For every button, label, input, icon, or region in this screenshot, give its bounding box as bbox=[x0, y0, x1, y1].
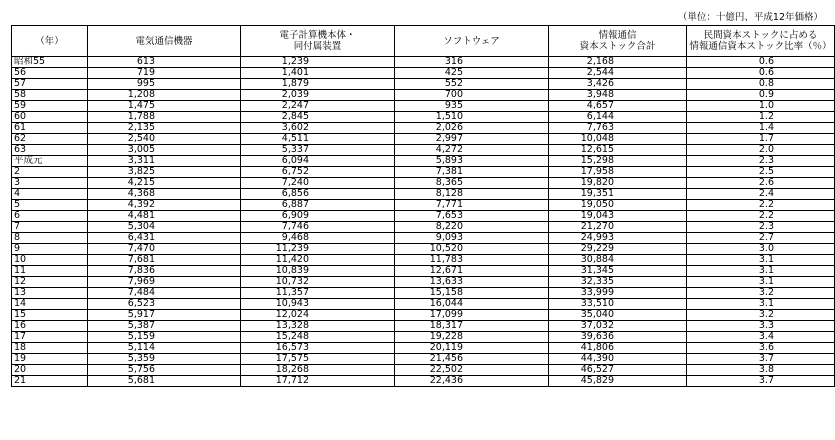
telecom-equipment-cell: 4,481 bbox=[88, 211, 241, 222]
year-cell: 58 bbox=[12, 90, 88, 101]
year-cell: 15 bbox=[12, 310, 88, 321]
ratio-cell: 3.2 bbox=[687, 288, 835, 299]
year-cell: 5 bbox=[12, 200, 88, 211]
computers-cell: 10,839 bbox=[241, 266, 395, 277]
header-total-stock: 情報通信 資本ストック合計 bbox=[549, 26, 687, 57]
telecom-equipment-cell: 5,359 bbox=[88, 354, 241, 365]
ratio-cell: 3.8 bbox=[687, 365, 835, 376]
ratio-cell: 3.4 bbox=[687, 332, 835, 343]
software-cell: 16,044 bbox=[395, 299, 549, 310]
total-stock-cell: 39,636 bbox=[549, 332, 687, 343]
ratio-cell: 0.8 bbox=[687, 79, 835, 90]
ratio-cell: 2.5 bbox=[687, 167, 835, 178]
computers-cell: 6,752 bbox=[241, 167, 395, 178]
table-row bbox=[12, 112, 835, 123]
ratio-cell: 2.3 bbox=[687, 156, 835, 167]
year-cell: 63 bbox=[12, 145, 88, 156]
telecom-equipment-cell: 1,788 bbox=[88, 112, 241, 123]
table-row bbox=[12, 288, 835, 299]
total-stock-cell: 19,820 bbox=[549, 178, 687, 189]
computers-cell: 6,094 bbox=[241, 156, 395, 167]
computers-cell: 3,602 bbox=[241, 123, 395, 134]
table-row bbox=[12, 233, 835, 244]
software-cell: 10,520 bbox=[395, 244, 549, 255]
computers-cell: 1,239 bbox=[241, 57, 395, 68]
total-stock-cell: 32,335 bbox=[549, 277, 687, 288]
telecom-equipment-cell: 6,431 bbox=[88, 233, 241, 244]
total-stock-cell: 29,229 bbox=[549, 244, 687, 255]
year-cell: 62 bbox=[12, 134, 88, 145]
telecom-equipment-cell: 7,836 bbox=[88, 266, 241, 277]
total-stock-cell: 30,884 bbox=[549, 255, 687, 266]
table-row bbox=[12, 299, 835, 310]
year-cell: 17 bbox=[12, 332, 88, 343]
header-ratio: 民間資本ストックに占める 情報通信資本ストック比率（％） bbox=[687, 26, 835, 57]
table-row bbox=[12, 57, 835, 68]
header-row bbox=[12, 26, 835, 57]
software-cell: 8,365 bbox=[395, 178, 549, 189]
ratio-cell: 0.9 bbox=[687, 90, 835, 101]
year-cell: 14 bbox=[12, 299, 88, 310]
header-software: ソフトウェア bbox=[395, 26, 549, 57]
computers-cell: 11,420 bbox=[241, 255, 395, 266]
ratio-cell: 3.1 bbox=[687, 277, 835, 288]
total-stock-cell: 15,298 bbox=[549, 156, 687, 167]
year-cell: 7 bbox=[12, 222, 88, 233]
software-cell: 7,653 bbox=[395, 211, 549, 222]
total-stock-cell: 33,999 bbox=[549, 288, 687, 299]
total-stock-cell: 24,993 bbox=[549, 233, 687, 244]
data-table bbox=[11, 25, 835, 387]
computers-cell: 1,879 bbox=[241, 79, 395, 90]
total-stock-cell: 37,032 bbox=[549, 321, 687, 332]
table-row bbox=[12, 376, 835, 387]
telecom-equipment-cell: 3,825 bbox=[88, 167, 241, 178]
telecom-equipment-cell: 3,005 bbox=[88, 145, 241, 156]
telecom-equipment-cell: 2,540 bbox=[88, 134, 241, 145]
total-stock-cell: 2,168 bbox=[549, 57, 687, 68]
year-cell: 12 bbox=[12, 277, 88, 288]
table-row bbox=[12, 255, 835, 266]
computers-cell: 13,328 bbox=[241, 321, 395, 332]
year-cell: 2 bbox=[12, 167, 88, 178]
year-cell: 10 bbox=[12, 255, 88, 266]
year-cell: 19 bbox=[12, 354, 88, 365]
total-stock-cell: 35,040 bbox=[549, 310, 687, 321]
table-row bbox=[12, 134, 835, 145]
total-stock-cell: 21,270 bbox=[549, 222, 687, 233]
ratio-cell: 3.3 bbox=[687, 321, 835, 332]
total-stock-cell: 12,615 bbox=[549, 145, 687, 156]
software-cell: 2,026 bbox=[395, 123, 549, 134]
software-cell: 1,510 bbox=[395, 112, 549, 123]
software-cell: 7,771 bbox=[395, 200, 549, 211]
table-row bbox=[12, 321, 835, 332]
software-cell: 9,093 bbox=[395, 233, 549, 244]
table-row bbox=[12, 332, 835, 343]
year-cell: 13 bbox=[12, 288, 88, 299]
year-cell: 57 bbox=[12, 79, 88, 90]
table-row bbox=[12, 123, 835, 134]
total-stock-cell: 7,763 bbox=[549, 123, 687, 134]
table-row bbox=[12, 211, 835, 222]
table-row bbox=[12, 101, 835, 112]
software-cell: 2,997 bbox=[395, 134, 549, 145]
telecom-equipment-cell: 7,681 bbox=[88, 255, 241, 266]
telecom-equipment-cell: 5,756 bbox=[88, 365, 241, 376]
software-cell: 18,317 bbox=[395, 321, 549, 332]
software-cell: 425 bbox=[395, 68, 549, 79]
ratio-cell: 3.7 bbox=[687, 376, 835, 387]
table-row bbox=[12, 244, 835, 255]
telecom-equipment-cell: 5,114 bbox=[88, 343, 241, 354]
software-cell: 8,220 bbox=[395, 222, 549, 233]
ratio-cell: 2.7 bbox=[687, 233, 835, 244]
telecom-equipment-cell: 5,917 bbox=[88, 310, 241, 321]
unit-note: （単位：十億円、平成12年価格） bbox=[677, 12, 823, 23]
computers-cell: 9,468 bbox=[241, 233, 395, 244]
software-cell: 12,671 bbox=[395, 266, 549, 277]
table-row bbox=[12, 343, 835, 354]
total-stock-cell: 44,390 bbox=[549, 354, 687, 365]
total-stock-cell: 3,948 bbox=[549, 90, 687, 101]
computers-cell: 4,511 bbox=[241, 134, 395, 145]
total-stock-cell: 17,958 bbox=[549, 167, 687, 178]
table-row bbox=[12, 222, 835, 233]
computers-cell: 18,268 bbox=[241, 365, 395, 376]
software-cell: 700 bbox=[395, 90, 549, 101]
telecom-equipment-cell: 7,484 bbox=[88, 288, 241, 299]
computers-cell: 5,337 bbox=[241, 145, 395, 156]
year-cell: 昭和55 bbox=[12, 57, 88, 68]
computers-cell: 10,943 bbox=[241, 299, 395, 310]
total-stock-cell: 4,657 bbox=[549, 101, 687, 112]
ratio-cell: 2.0 bbox=[687, 145, 835, 156]
table-row bbox=[12, 277, 835, 288]
computers-cell: 2,845 bbox=[241, 112, 395, 123]
software-cell: 22,436 bbox=[395, 376, 549, 387]
total-stock-cell: 19,043 bbox=[549, 211, 687, 222]
software-cell: 19,228 bbox=[395, 332, 549, 343]
software-cell: 8,128 bbox=[395, 189, 549, 200]
computers-cell: 1,401 bbox=[241, 68, 395, 79]
telecom-equipment-cell: 613 bbox=[88, 57, 241, 68]
table-row bbox=[12, 354, 835, 365]
computers-cell: 6,887 bbox=[241, 200, 395, 211]
ratio-cell: 3.7 bbox=[687, 354, 835, 365]
ratio-cell: 3.0 bbox=[687, 244, 835, 255]
total-stock-cell: 19,351 bbox=[549, 189, 687, 200]
ratio-cell: 3.1 bbox=[687, 299, 835, 310]
table-row bbox=[12, 310, 835, 321]
total-stock-cell: 6,144 bbox=[549, 112, 687, 123]
year-cell: 8 bbox=[12, 233, 88, 244]
computers-cell: 11,357 bbox=[241, 288, 395, 299]
software-cell: 15,158 bbox=[395, 288, 549, 299]
telecom-equipment-cell: 7,969 bbox=[88, 277, 241, 288]
total-stock-cell: 2,544 bbox=[549, 68, 687, 79]
year-cell: 21 bbox=[12, 376, 88, 387]
year-cell: 平成元 bbox=[12, 156, 88, 167]
year-cell: 59 bbox=[12, 101, 88, 112]
table-row bbox=[12, 167, 835, 178]
year-cell: 6 bbox=[12, 211, 88, 222]
telecom-equipment-cell: 7,470 bbox=[88, 244, 241, 255]
year-cell: 61 bbox=[12, 123, 88, 134]
total-stock-cell: 46,527 bbox=[549, 365, 687, 376]
ratio-cell: 2.3 bbox=[687, 222, 835, 233]
year-cell: 9 bbox=[12, 244, 88, 255]
year-cell: 4 bbox=[12, 189, 88, 200]
ratio-cell: 2.6 bbox=[687, 178, 835, 189]
ratio-cell: 2.4 bbox=[687, 189, 835, 200]
header-computers: 電子計算機本体・ 同付属装置 bbox=[241, 26, 395, 57]
telecom-equipment-cell: 5,387 bbox=[88, 321, 241, 332]
table-row bbox=[12, 68, 835, 79]
ratio-cell: 3.2 bbox=[687, 310, 835, 321]
telecom-equipment-cell: 5,681 bbox=[88, 376, 241, 387]
total-stock-cell: 41,806 bbox=[549, 343, 687, 354]
computers-cell: 17,712 bbox=[241, 376, 395, 387]
ratio-cell: 2.2 bbox=[687, 200, 835, 211]
year-cell: 3 bbox=[12, 178, 88, 189]
total-stock-cell: 45,829 bbox=[549, 376, 687, 387]
table-row bbox=[12, 266, 835, 277]
ratio-cell: 3.1 bbox=[687, 255, 835, 266]
year-cell: 20 bbox=[12, 365, 88, 376]
total-stock-cell: 31,345 bbox=[549, 266, 687, 277]
ratio-cell: 3.1 bbox=[687, 266, 835, 277]
software-cell: 21,456 bbox=[395, 354, 549, 365]
header-telecom-equipment: 電気通信機器 bbox=[88, 26, 241, 57]
ratio-cell: 1.0 bbox=[687, 101, 835, 112]
computers-cell: 7,240 bbox=[241, 178, 395, 189]
ratio-cell: 1.2 bbox=[687, 112, 835, 123]
telecom-equipment-cell: 5,304 bbox=[88, 222, 241, 233]
year-cell: 60 bbox=[12, 112, 88, 123]
year-cell: 18 bbox=[12, 343, 88, 354]
table-row bbox=[12, 90, 835, 101]
computers-cell: 6,856 bbox=[241, 189, 395, 200]
table-row bbox=[12, 79, 835, 90]
ratio-cell: 1.4 bbox=[687, 123, 835, 134]
table-row bbox=[12, 189, 835, 200]
telecom-equipment-cell: 1,475 bbox=[88, 101, 241, 112]
total-stock-cell: 3,426 bbox=[549, 79, 687, 90]
telecom-equipment-cell: 4,215 bbox=[88, 178, 241, 189]
computers-cell: 2,039 bbox=[241, 90, 395, 101]
software-cell: 17,099 bbox=[395, 310, 549, 321]
total-stock-cell: 10,048 bbox=[549, 134, 687, 145]
telecom-equipment-cell: 3,311 bbox=[88, 156, 241, 167]
table-row bbox=[12, 178, 835, 189]
ratio-cell: 1.7 bbox=[687, 134, 835, 145]
telecom-equipment-cell: 719 bbox=[88, 68, 241, 79]
table-row bbox=[12, 365, 835, 376]
year-cell: 56 bbox=[12, 68, 88, 79]
telecom-equipment-cell: 4,392 bbox=[88, 200, 241, 211]
telecom-equipment-cell: 2,135 bbox=[88, 123, 241, 134]
computers-cell: 16,573 bbox=[241, 343, 395, 354]
total-stock-cell: 33,510 bbox=[549, 299, 687, 310]
software-cell: 13,633 bbox=[395, 277, 549, 288]
header-year: （年） bbox=[12, 26, 88, 57]
computers-cell: 7,746 bbox=[241, 222, 395, 233]
table-row bbox=[12, 200, 835, 211]
software-cell: 552 bbox=[395, 79, 549, 90]
telecom-equipment-cell: 6,523 bbox=[88, 299, 241, 310]
ratio-cell: 2.2 bbox=[687, 211, 835, 222]
software-cell: 20,119 bbox=[395, 343, 549, 354]
software-cell: 935 bbox=[395, 101, 549, 112]
year-cell: 16 bbox=[12, 321, 88, 332]
computers-cell: 12,024 bbox=[241, 310, 395, 321]
ratio-cell: 3.6 bbox=[687, 343, 835, 354]
telecom-equipment-cell: 4,368 bbox=[88, 189, 241, 200]
computers-cell: 11,239 bbox=[241, 244, 395, 255]
software-cell: 4,272 bbox=[395, 145, 549, 156]
software-cell: 11,783 bbox=[395, 255, 549, 266]
table-row bbox=[12, 145, 835, 156]
table-row bbox=[12, 156, 835, 167]
software-cell: 5,893 bbox=[395, 156, 549, 167]
computers-cell: 6,909 bbox=[241, 211, 395, 222]
software-cell: 316 bbox=[395, 57, 549, 68]
ratio-cell: 0.6 bbox=[687, 57, 835, 68]
year-cell: 11 bbox=[12, 266, 88, 277]
telecom-equipment-cell: 995 bbox=[88, 79, 241, 90]
telecom-equipment-cell: 5,159 bbox=[88, 332, 241, 343]
computers-cell: 17,575 bbox=[241, 354, 395, 365]
computers-cell: 15,248 bbox=[241, 332, 395, 343]
computers-cell: 10,732 bbox=[241, 277, 395, 288]
telecom-equipment-cell: 1,208 bbox=[88, 90, 241, 101]
software-cell: 7,381 bbox=[395, 167, 549, 178]
software-cell: 22,502 bbox=[395, 365, 549, 376]
ratio-cell: 0.6 bbox=[687, 68, 835, 79]
total-stock-cell: 19,050 bbox=[549, 200, 687, 211]
computers-cell: 2,247 bbox=[241, 101, 395, 112]
